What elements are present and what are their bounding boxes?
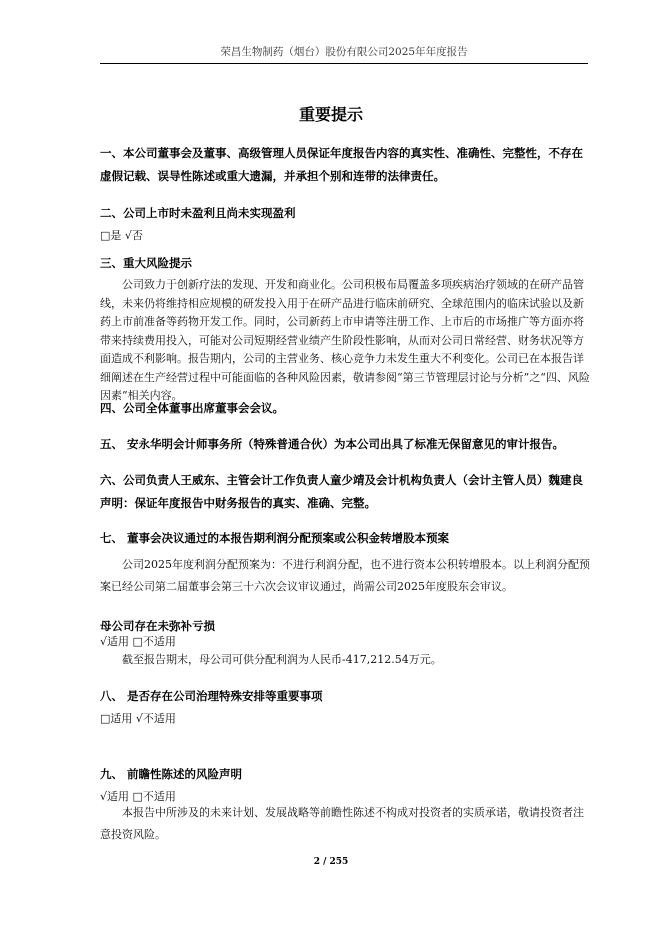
section-1-statement: 一、本公司董事会及董事、高级管理人员保证年度报告内容的真实性、准确性、完整性，不存在虚假记载、误导性陈述或重大遗漏，并承担个别和连带的法律责任。 [100,146,583,183]
section-3-heading: 三、重大风险提示 [100,256,192,270]
unrecovered-loss-body: 截至报告期末，母公司可供分配利润为人民币-417,212.54万元。 [122,653,442,666]
section-5-statement: 五、 安永华明会计师事务所（特殊普通合伙）为本公司出具了标准无保留意见的审计报告。 [100,437,564,451]
running-header: 荣昌生物制药（烟台）股份有限公司2025年年度报告 [220,46,468,58]
section-9-heading: 九、 前瞻性陈述的风险声明 [100,767,243,781]
header-rule [100,63,588,64]
section-9-options: √适用 □不适用 [100,790,176,803]
page-title: 重要提示 [298,105,363,124]
section-7-body: 公司2025年度利润分配预案为：不进行利润分配，也不进行资本公积转增股本。以上利润分配预案已经公司第二届董事会第三十六次会议审议通过，尚需公司2025年度股东会审议。 [100,558,590,593]
unrecovered-loss-options: √适用 □不适用 [100,635,176,648]
section-4-statement: 四、公司全体董事出席董事会会议。 [100,401,284,415]
section-8-options: □适用 √不适用 [100,712,176,725]
section-7-heading: 七、 董事会决议通过的本报告期利润分配预案或公积金转增股本预案 [100,531,449,545]
section-9-body: 本报告中所涉及的未来计划、发展战略等前瞻性陈述不构成对投资者的实质承诺，敬请投资者注意投资风险。 [100,806,584,841]
section-2-options: □是 √否 [100,229,143,242]
section-3-body: 公司致力于创新疗法的发现、开发和商业化。公司积极布局覆盖多项疾病治疗领域的在研产品管线，未来仍将维持相应规模的研发投入用于在研产品进行临床前研究、全球范围内的临床试验以及新药上市前准备等药物开发工作。同时，公司新药上市申请等注册工作、上市后的市场推广等方面亦将带来持续费用投入，可能对公司短期经营业绩产生阶段性影响，从而对公司日常经营、财务状况等方面造成不利影响。报告期内，公司的主营业务、核心竞争力未发生重大不利变化。公司已在本报告详细阐述在生产经营过程中可能面临的各种风险因素，敬请参阅“第三节管理层讨论与分析”之“四、风险因素”相关内容。 [100,278,590,402]
unrecovered-loss-heading: 母公司存在未弥补亏损 [100,619,215,633]
section-6-statement: 六、公司负责人王威东、主管会计工作负责人童少靖及会计机构负责人（会计主管人员）魏建良声明：保证年度报告中财务报告的真实、准确、完整。 [100,473,583,510]
section-2-heading: 二、公司上市时未盈利且尚未实现盈利 [100,206,296,220]
section-8-heading: 八、 是否存在公司治理特殊安排等重要事项 [100,689,323,703]
page-number: 2 / 255 [313,857,349,867]
